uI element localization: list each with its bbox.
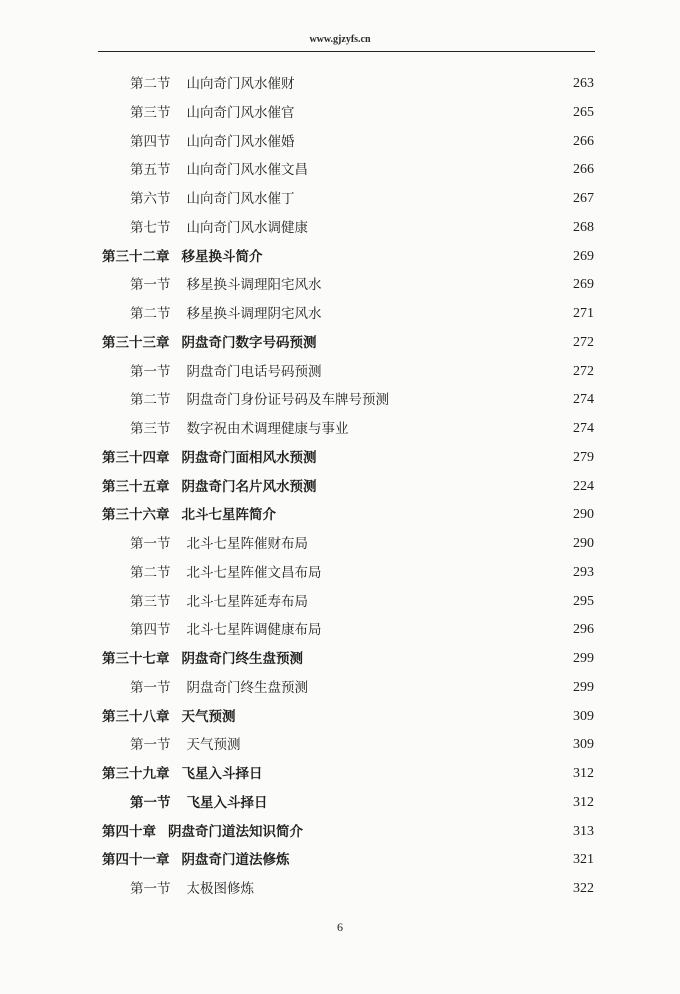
toc-entry-title: 北斗七星阵简介	[181, 507, 276, 524]
toc-entry-title: 数字祝由术调理健康与事业	[186, 421, 349, 437]
toc-entry-number: 第四节	[130, 133, 171, 150]
toc-entry-title: 山向奇门风水催官	[186, 104, 295, 121]
toc-entry-title: 阴盘奇门数字号码预测	[181, 334, 317, 351]
toc-page-number: 266	[573, 162, 594, 178]
toc-entry-number: 第三十九章	[102, 766, 170, 782]
toc-entry-title: 移星换斗调理阴宅风水	[186, 306, 322, 322]
toc-page-number: 299	[573, 679, 594, 695]
toc-page-number: 268	[573, 219, 594, 235]
toc-page-number: 290	[573, 507, 594, 523]
toc-entry-number: 第三十五章	[102, 478, 170, 495]
toc-page-number: 309	[573, 708, 594, 724]
toc-entry-number: 第七节	[130, 219, 171, 236]
toc-entry-number: 第四十一章	[102, 852, 170, 869]
toc-page-number: 274	[573, 421, 594, 436]
toc-entry-title: 阴盘奇门面相风水预测	[181, 449, 317, 466]
toc-page-number: 272	[573, 334, 594, 350]
toc-entry-label	[130, 159, 308, 181]
toc-entry-label	[130, 878, 254, 900]
toc-entry-label	[130, 188, 295, 210]
toc-entry-title: 北斗七星阵催文昌布局	[186, 564, 322, 581]
toc-section-row[interactable]	[130, 878, 594, 900]
toc-entry-title: 山向奇门风水催婚	[186, 133, 295, 150]
dot-leader	[328, 361, 570, 383]
dot-leader	[323, 447, 570, 469]
toc-entry-label	[102, 763, 263, 785]
toc-page-number: 224	[573, 478, 594, 494]
toc-entry-label	[130, 533, 308, 555]
toc-entry-label	[130, 361, 322, 383]
toc-entry-label	[130, 217, 308, 239]
toc-page-number: 272	[573, 363, 594, 379]
toc-page-number: 309	[573, 737, 594, 753]
toc-chapter-row[interactable]	[102, 648, 594, 670]
toc-entry-number: 第三节	[130, 104, 171, 121]
toc-entry-number: 第四节	[130, 622, 171, 639]
toc-entry-number: 第三十八章	[102, 708, 170, 725]
toc-entry-title: 飞星入斗择日	[186, 794, 268, 811]
toc-section-row[interactable]	[130, 677, 594, 699]
toc-page-number: 293	[573, 564, 594, 580]
toc-page-number: 265	[573, 104, 594, 120]
toc-chapter-row[interactable]	[102, 763, 594, 785]
header-site-url: www.gjzyfs.cn	[309, 34, 371, 45]
toc-entry-title: 阴盘奇门名片风水预测	[181, 478, 317, 495]
toc-page-number: 263	[573, 76, 594, 91]
toc-entry-number: 第三节	[130, 593, 171, 610]
toc-chapter-row[interactable]	[102, 476, 594, 498]
toc-entry-number: 第三十四章	[102, 449, 170, 466]
toc-entry-label	[130, 274, 322, 296]
toc-page-number: 267	[573, 191, 594, 206]
toc-entry-number: 第一节	[130, 363, 171, 380]
toc-entry-label	[130, 131, 295, 153]
toc-section-row[interactable]	[130, 619, 594, 641]
toc-page-number: 271	[573, 306, 594, 321]
toc-entry-label	[102, 504, 276, 526]
toc-entry-label	[130, 562, 322, 584]
toc-entry-title: 天气预测	[186, 737, 241, 754]
toc-page-number: 322	[573, 881, 594, 896]
toc-chapter-row[interactable]	[102, 447, 594, 469]
toc-entry-label	[102, 246, 263, 268]
dot-leader	[328, 303, 570, 325]
dot-leader	[314, 533, 569, 555]
dot-leader	[301, 73, 570, 95]
toc-entry-number: 第二节	[130, 76, 171, 92]
toc-entry-title: 阴盘奇门终生盘预测	[186, 679, 308, 696]
dot-leader	[314, 217, 569, 239]
dot-leader	[301, 188, 570, 210]
toc-entry-label	[130, 389, 389, 411]
toc-entry-label	[130, 303, 322, 325]
toc-entry-label	[102, 447, 317, 469]
toc-entry-number: 第六节	[130, 191, 171, 207]
dot-leader	[260, 878, 569, 900]
dot-leader	[328, 619, 570, 641]
toc-entry-title: 山向奇门风水调健康	[186, 219, 308, 236]
toc-entry-title: 飞星入斗择日	[181, 766, 263, 782]
toc-page-number: 269	[573, 248, 594, 264]
toc-entry-number: 第三十二章	[102, 248, 170, 265]
toc-page-number: 296	[573, 622, 594, 638]
toc-chapter-row[interactable]	[102, 504, 594, 526]
toc-entry-label	[102, 648, 303, 670]
toc-chapter-row[interactable]	[102, 849, 594, 871]
toc-entry-title: 山向奇门风水催丁	[186, 191, 295, 207]
toc-entry-title: 移星换斗简介	[181, 248, 263, 265]
toc-section-row[interactable]	[130, 591, 594, 613]
toc-chapter-row[interactable]	[102, 246, 594, 268]
toc-entry-label	[130, 73, 295, 95]
toc-entry-number: 第一节	[130, 277, 171, 294]
toc-entry-label	[102, 332, 317, 354]
toc-entry-number: 第一节	[130, 881, 171, 897]
toc-section-row[interactable]	[130, 102, 594, 124]
dot-leader	[309, 821, 569, 843]
toc-entry-label	[130, 591, 308, 613]
toc-section-row[interactable]	[130, 73, 594, 95]
dot-leader	[269, 763, 570, 785]
dot-leader	[296, 849, 570, 871]
toc-section-row[interactable]	[130, 734, 594, 756]
toc-entry-title: 阴盘奇门道法修炼	[181, 852, 290, 869]
toc-section-row[interactable]	[130, 159, 594, 181]
toc-entry-title: 北斗七星阵延寿布局	[186, 593, 308, 610]
dot-leader	[247, 734, 570, 756]
toc-entry-number: 第二节	[130, 392, 171, 409]
toc-entry-number: 第一节	[130, 794, 171, 811]
toc-entry-title: 天气预测	[181, 708, 236, 725]
toc-entry-title: 北斗七星阵催财布局	[186, 536, 308, 552]
toc-section-row[interactable]	[130, 361, 594, 383]
toc-page-number: 299	[573, 651, 594, 666]
toc-section-row[interactable]	[130, 389, 594, 411]
toc-entry-title: 阴盘奇门终生盘预测	[181, 651, 303, 667]
toc-entry-number: 第二节	[130, 306, 171, 322]
toc-entry-number: 第一节	[130, 737, 171, 754]
toc-section-row[interactable]	[130, 274, 594, 296]
toc-page-number: 269	[573, 277, 594, 293]
dot-leader	[301, 131, 570, 153]
dot-leader	[328, 274, 570, 296]
toc-entry-title: 山向奇门风水催财	[186, 76, 295, 92]
toc-page-number: 290	[573, 536, 594, 551]
dot-leader	[309, 648, 569, 670]
toc-section-row[interactable]	[130, 131, 594, 153]
toc-page-number: 321	[573, 852, 594, 868]
toc-entry-number: 第三十三章	[102, 334, 170, 351]
dot-leader	[355, 418, 570, 440]
toc-entry-label	[130, 792, 268, 814]
toc-chapter-row[interactable]	[102, 706, 594, 728]
toc-entry-number: 第一节	[130, 536, 171, 552]
toc-section-row[interactable]	[130, 792, 594, 814]
dot-leader	[314, 677, 569, 699]
toc-entry-title: 太极图修炼	[186, 881, 254, 897]
toc-entry-title: 阴盘奇门电话号码预测	[186, 363, 322, 380]
toc-page-number: 312	[573, 794, 594, 810]
toc-entry-title: 北斗七星阵调健康布局	[186, 622, 322, 639]
toc-entry-label	[102, 706, 236, 728]
page-number: 6	[337, 920, 343, 934]
dot-leader	[274, 792, 570, 814]
toc-section-row[interactable]	[130, 418, 594, 440]
toc-page-number: 274	[573, 392, 594, 408]
dot-leader	[314, 591, 569, 613]
toc-page-number: 312	[573, 766, 594, 781]
toc-page-number: 266	[573, 133, 594, 149]
dot-leader	[328, 562, 570, 584]
toc-entry-label	[130, 734, 241, 756]
toc-entry-number: 第四十章	[102, 823, 156, 840]
dot-leader	[323, 476, 570, 498]
toc-chapter-row[interactable]	[102, 821, 594, 843]
toc-entry-number: 第三十六章	[102, 507, 170, 524]
toc-entry-title: 移星换斗调理阳宅风水	[186, 277, 322, 294]
toc-page-number: 295	[573, 593, 594, 609]
toc-entry-number: 第一节	[130, 679, 171, 696]
dot-leader	[301, 102, 570, 124]
dot-leader	[269, 246, 570, 268]
toc-page-number: 313	[573, 823, 594, 839]
toc-entry-number: 第三十七章	[102, 651, 170, 667]
dot-leader	[323, 332, 570, 354]
dot-leader	[242, 706, 570, 728]
toc-entry-title: 阴盘奇门身份证号码及车牌号预测	[186, 392, 389, 409]
toc-section-row[interactable]	[130, 562, 594, 584]
toc-entry-number: 第二节	[130, 564, 171, 581]
dot-leader	[395, 389, 569, 411]
toc-section-row[interactable]	[130, 533, 594, 555]
toc-entry-label	[130, 619, 322, 641]
toc-entry-label	[130, 102, 295, 124]
toc-entry-label	[130, 418, 349, 440]
toc-entry-title: 阴盘奇门道法知识简介	[168, 823, 303, 840]
toc-page-number: 279	[573, 449, 594, 465]
toc-chapter-row[interactable]	[102, 332, 594, 354]
toc-entry-number: 第五节	[130, 162, 171, 179]
dot-leader	[314, 159, 569, 181]
toc-entry-label	[102, 476, 317, 498]
toc-section-row[interactable]	[130, 188, 594, 210]
toc-section-row[interactable]	[130, 217, 594, 239]
toc-entry-title: 山向奇门风水催文昌	[186, 162, 308, 179]
toc-entry-label	[102, 849, 290, 871]
dot-leader	[282, 504, 569, 526]
toc-section-row[interactable]	[130, 303, 594, 325]
toc-entry-label	[130, 677, 308, 699]
toc-entry-label	[102, 821, 303, 843]
toc-entry-number: 第三节	[130, 421, 171, 437]
